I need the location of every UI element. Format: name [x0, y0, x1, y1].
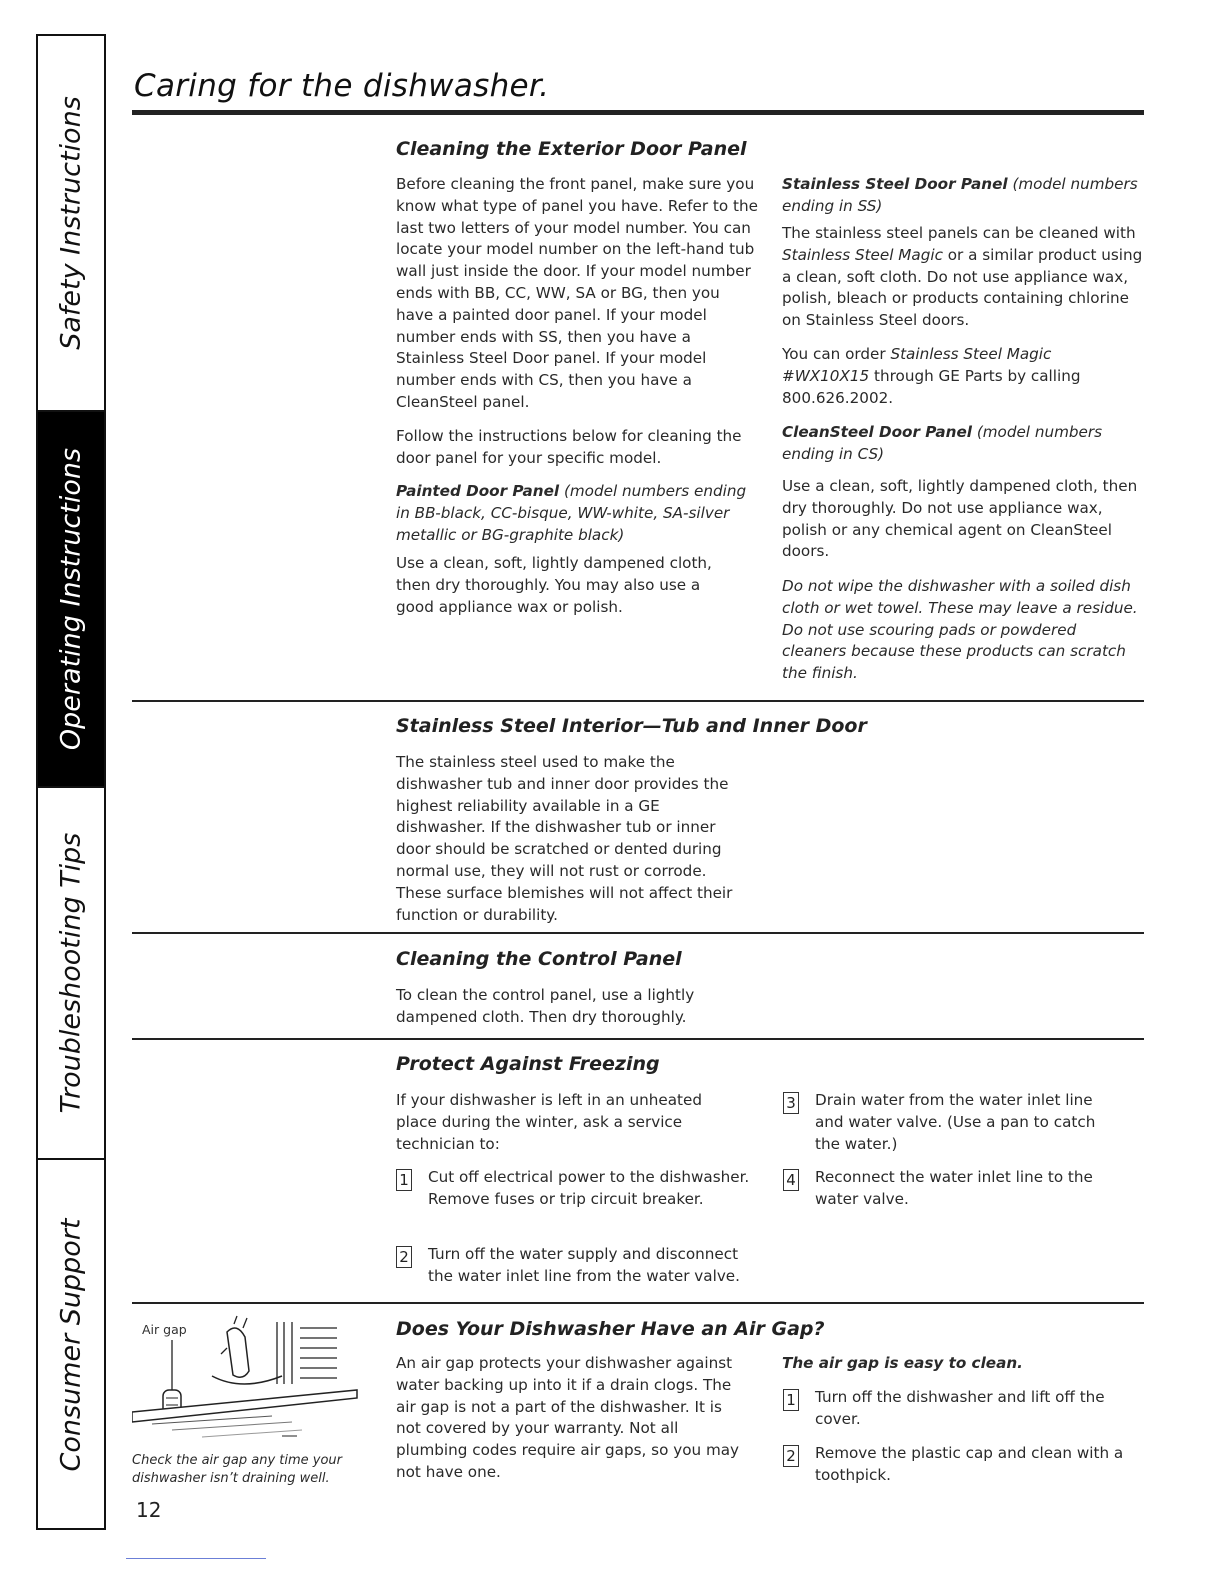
tab-label: Operating Instructions	[55, 447, 87, 751]
stainless-title: Stainless Steel Door Panel	[782, 175, 1008, 193]
tab-troubleshooting-tips[interactable]	[38, 788, 104, 1160]
step-number: 2	[783, 1445, 799, 1467]
interior-text: The stainless steel used to make the dishwasher tub and inner door provides the highest reliability available in a GE dishwasher. If the dishwasher tub or inner door should be scratched or dented during normal use, they will not rust or corrode. These surface blemishes will not affect their function or durability.	[396, 753, 733, 924]
freezing-step-4	[783, 1167, 1123, 1211]
cleansteel-title: CleanSteel Door Panel	[782, 423, 972, 441]
section-divider	[132, 1302, 1144, 1304]
painted-text: Use a clean, soft, lightly dampened cloth, then dry thoroughly. You may also use a good appliance wax or polish.	[396, 554, 712, 616]
figure-caption: Check the air gap any time your dishwasher isn’t draining well.	[132, 1453, 343, 1486]
tab-safety-instructions[interactable]	[38, 36, 104, 412]
step-text: Turn off the water supply and disconnect the water inlet line from the water valve.	[428, 1245, 740, 1285]
freezing-heading: Protect Against Freezing	[396, 1053, 660, 1075]
title-divider	[132, 110, 1144, 115]
control-heading: Cleaning the Control Panel	[396, 948, 682, 970]
airgap-easy: The air gap is easy to clean.	[782, 1354, 1023, 1372]
stainless-models	[782, 174, 1144, 218]
freezing-step-1	[396, 1167, 756, 1211]
cleansteel-models	[782, 422, 1144, 466]
stainless-text-b: or a similar product using a clean, soft cloth. Do not use appliance wax, polish, bleach or products containing chlorine on Stainless Steel doors.	[782, 245, 1143, 330]
tab-label: Troubleshooting Tips	[55, 832, 87, 1114]
airgap-step-2	[783, 1443, 1133, 1487]
order-text-a: You can order	[782, 345, 891, 363]
exterior-follow: Follow the instructions below for cleaning the door panel for your specific model.	[396, 427, 742, 467]
freezing-step-3	[783, 1090, 1123, 1155]
page-number: 12	[136, 1498, 162, 1522]
cleansteel-text: Use a clean, soft, lightly dampened cloth, then dry thoroughly. Do not use appliance wax, polish or any chemical agent on CleanSteel doors.	[782, 477, 1138, 561]
exterior-intro: Before cleaning the front panel, make sure you know what type of panel you have. Refer to the last two letters of your model number. You can locate your model number on the left-hand tub wall just inside the door. If your model number ends with BB, CC, WW, SA or BG, then you have a painted door panel. If your model number ends with SS, then you have a Stainless Steel Door panel. If your model number ends with CS, then you have a CleanSteel panel.	[396, 175, 758, 411]
exterior-heading: Cleaning the Exterior Door Panel	[396, 138, 747, 160]
page-title: Caring for the dishwasher.	[134, 68, 550, 104]
section-tabs	[36, 34, 106, 1530]
step-text: Remove the plastic cap and clean with a toothpick.	[815, 1444, 1124, 1484]
section-divider	[132, 1038, 1144, 1040]
bottom-marker-line	[126, 1558, 266, 1559]
tab-operating-instructions[interactable]	[38, 412, 104, 788]
cleaning-warning: Do not wipe the dishwasher with a soiled dish cloth or wet towel. These may leave a residue. Do not use scouring pads or powdered cleaners because these products can scratch the finish.	[782, 577, 1138, 683]
air-gap-illustration	[132, 1312, 372, 1452]
stainless-product: Stainless Steel Magic	[782, 245, 943, 264]
tab-consumer-support[interactable]	[38, 1160, 104, 1530]
stainless-text-a: The stainless steel panels can be cleaned with	[782, 224, 1136, 242]
painted-model-list: (model numbers ending in BB-black, CC-bisque, WW-white, SA-silver metallic or BG-graphite black)	[396, 482, 747, 544]
stainless-model-list: (model numbers ending in SS)	[782, 175, 1138, 215]
freezing-intro: If your dishwasher is left in an unheated place during the winter, ask a service technician to:	[396, 1091, 702, 1153]
freezing-step-2	[396, 1244, 766, 1288]
interior-heading: Stainless Steel Interior—Tub and Inner Door	[396, 715, 867, 737]
step-number: 4	[783, 1169, 799, 1191]
step-number: 2	[396, 1246, 412, 1268]
stainless-text	[782, 223, 1144, 332]
tab-label: Consumer Support	[55, 1218, 87, 1472]
cleansteel-model-list: (model numbers ending in CS)	[782, 423, 1103, 463]
tab-label: Safety Instructions	[55, 96, 87, 350]
section-divider	[132, 932, 1144, 934]
figure-label: Air gap	[142, 1322, 187, 1337]
air-gap-drawing	[132, 1312, 372, 1452]
painted-models	[396, 481, 758, 546]
step-text: Cut off electrical power to the dishwasher. Remove fuses or trip circuit breaker.	[428, 1168, 750, 1208]
step-text: Drain water from the water inlet line and water valve. (Use a pan to catch the water.)	[815, 1091, 1096, 1153]
step-number: 3	[783, 1092, 799, 1114]
step-text: Turn off the dishwasher and lift off the cover.	[815, 1388, 1105, 1428]
control-text: To clean the control panel, use a lightly dampened cloth. Then dry thoroughly.	[396, 986, 695, 1026]
step-number: 1	[396, 1169, 412, 1191]
airgap-heading: Does Your Dishwasher Have an Air Gap?	[396, 1318, 825, 1340]
airgap-step-1	[783, 1387, 1133, 1431]
order-product: Stainless Steel Magic #WX10X15	[782, 345, 1052, 385]
step-text: Reconnect the water inlet line to the water valve.	[815, 1168, 1093, 1208]
painted-title: Painted Door Panel	[396, 482, 560, 500]
airgap-text: An air gap protects your dishwasher against water backing up into it if a drain clogs. The air gap is not a part of the dishwasher. It is not covered by your warranty. Not all plumbing codes require air gaps, so you may not have one.	[396, 1354, 740, 1481]
step-number: 1	[783, 1389, 799, 1411]
section-divider	[132, 700, 1144, 702]
stainless-order	[782, 344, 1112, 409]
order-text-b: through GE Parts by calling 800.626.2002.	[782, 366, 1081, 407]
